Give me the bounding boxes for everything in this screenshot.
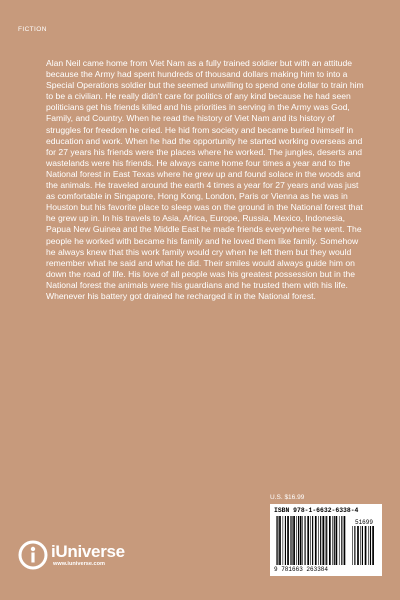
price-label: U.S. $16.99 <box>270 494 305 501</box>
isbn-barcode <box>270 504 382 576</box>
barcode-graphic <box>274 516 378 566</box>
isbn-addon-digits: 51699 <box>354 519 373 526</box>
isbn-number: ISBN 978-1-6632-6338-4 <box>274 507 359 514</box>
genre-label: FICTION <box>18 26 47 33</box>
barcode-digits: 9 781663 263384 <box>274 566 329 573</box>
iuniverse-swirl-logo-icon <box>18 540 48 570</box>
back-cover-blurb: Alan Neil came home from Viet Nam as a fully trained soldier but with an attitude because the Army had spent hundreds of thousand dollars making him to into a Special Operations soldier but the seemed unwilling to spend one dollar to train him to be a civilian. He really didn’t care for politics of any kind because he had seen politicians get his friends killed and his priorities in serving in the Army was God, Family, and Country. When he read the history of Viet Nam and its history of struggles for freedom he cried. He hid from society and became buried himself in education and work. When he had the opportunity he started working overseas and for 27 years his friends were the places where he worked. The jungles, deserts and wastelands were his friends. He always came home four times a year and to the National forest in East Texas where he grew up and found solace in the woods and the animals. He traveled around the earth 4 times a year for 27 years and was just as comfortable in Singapore, Hong Kong, London, Paris or Vienna as he was in Houston but his favorite place to sleep was on the ground in the National forest that he grew up in. In his travels to Asia, Africa, Europe, Russia, Mexico, Indonesia, Papua New Guinea and the Middle East he made friends everywhere he went. The people he worked with became his family and he loved them like family. Somehow he always knew that this work family would cry when he left them but they would remember what he said and what he did. Their smiles would always guide him on down the road of life. His love of all people was his greatest possession but in the National forest the animals were his guardians and he trusted them with his life. Whenever his battery got drained he recharged it in the National forest. <box>46 58 364 301</box>
publisher-url: www.iuniverse.com <box>53 560 106 567</box>
publisher-name: iUniverse <box>51 541 125 561</box>
publisher-logo <box>18 540 125 570</box>
